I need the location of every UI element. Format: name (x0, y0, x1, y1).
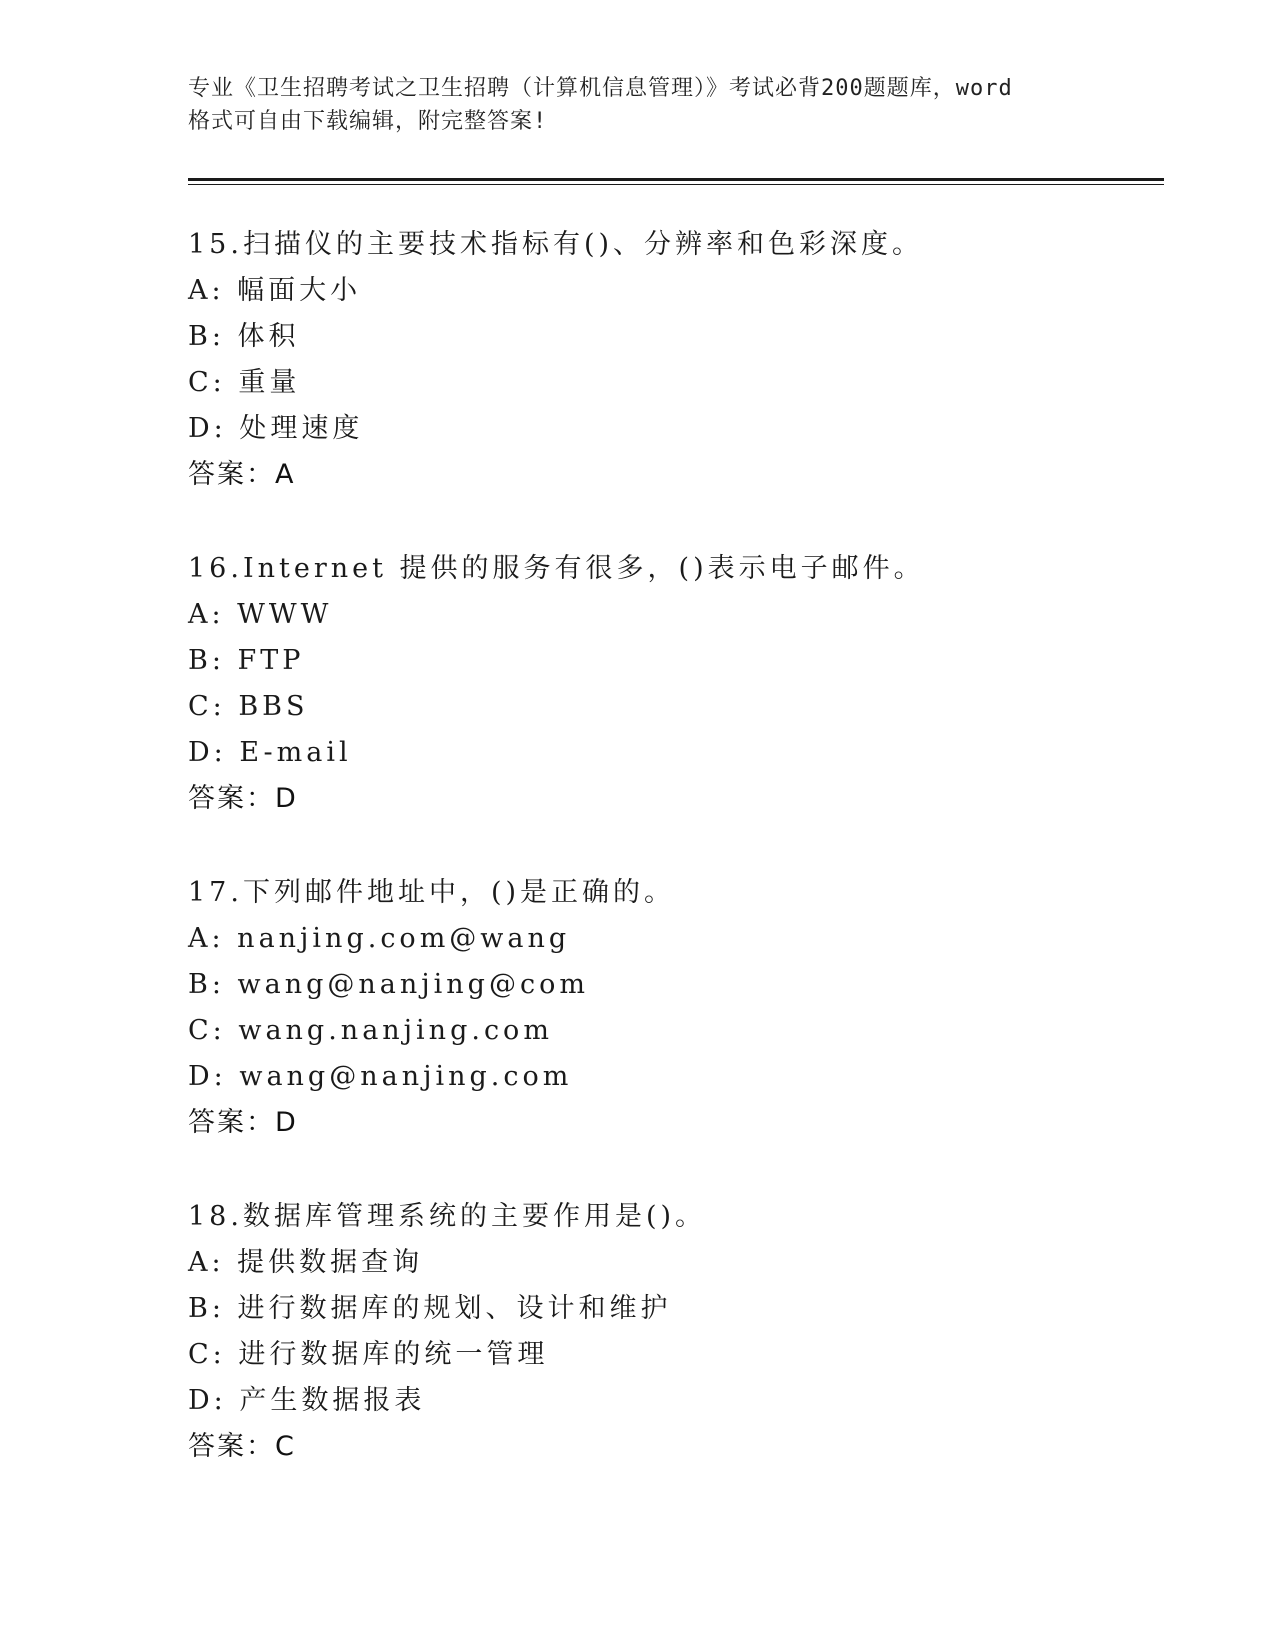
option-b: B: wang@nanjing@com (188, 969, 589, 1000)
header-divider-thin (188, 184, 1164, 185)
option-c: C: BBS (188, 691, 309, 722)
question-stem: 15.扫描仪的主要技术指标有()、分辨率和色彩深度。 (188, 229, 924, 260)
answer-line: 答案：C (188, 1431, 296, 1462)
option-a: A: 提供数据查询 (188, 1247, 424, 1278)
option-b: B: 进行数据库的规划、设计和维护 (188, 1293, 672, 1324)
option-c: C: 进行数据库的统一管理 (188, 1339, 549, 1370)
option-a: A: nanjing.com@wang (188, 923, 571, 954)
document-header (188, 72, 1088, 138)
option-b: B: 体积 (188, 321, 300, 352)
question-15 (188, 222, 1168, 498)
option-a: A: 幅面大小 (188, 275, 362, 306)
option-d: D: wang@nanjing.com (188, 1061, 573, 1092)
answer-line: 答案：D (188, 783, 298, 814)
option-d: D: E-mail (188, 737, 352, 768)
header-title-line-1: 专业《卫生招聘考试之卫生招聘（计算机信息管理）》考试必背200题题库，word (188, 76, 1013, 101)
answer-line: 答案：A (188, 459, 296, 490)
question-16 (188, 546, 1168, 822)
option-d: D: 处理速度 (188, 413, 364, 444)
option-d: D: 产生数据报表 (188, 1385, 426, 1416)
question-stem: 17.下列邮件地址中，()是正确的。 (188, 877, 676, 908)
question-stem: 16.Internet 提供的服务有很多，()表示电子邮件。 (188, 553, 925, 584)
question-17 (188, 870, 1168, 1146)
option-a: A: WWW (188, 599, 333, 630)
option-b: B: FTP (188, 645, 305, 676)
question-18 (188, 1194, 1168, 1470)
header-divider-thick (188, 178, 1164, 181)
question-stem: 18.数据库管理系统的主要作用是()。 (188, 1201, 707, 1232)
answer-line: 答案：D (188, 1107, 298, 1138)
header-title-line-2: 格式可自由下载编辑，附完整答案! (188, 109, 548, 134)
option-c: C: wang.nanjing.com (188, 1015, 553, 1046)
option-c: C: 重量 (188, 367, 301, 398)
